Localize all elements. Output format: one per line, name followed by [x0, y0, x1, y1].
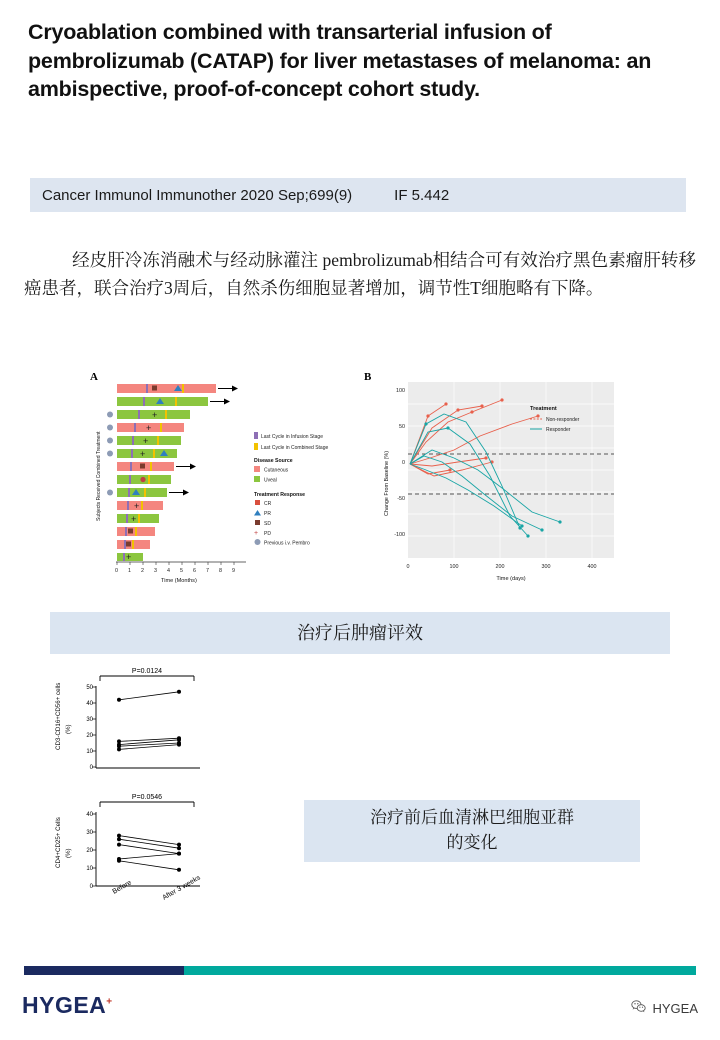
brand-logo-mark: +: [106, 996, 113, 1008]
journal-citation: Cancer Immunol Immunother 2020 Sep;699(9): [42, 186, 353, 204]
svg-text:10: 10: [86, 866, 93, 872]
svg-text:200: 200: [495, 564, 505, 570]
svg-text:Disease Source: Disease Source: [254, 458, 293, 464]
svg-text:+: +: [140, 449, 146, 459]
figure-bottom: [44, 662, 294, 922]
svg-text:3: 3: [154, 568, 157, 574]
caption-lymphocyte: [304, 800, 640, 862]
panel-c-bottom-ylabel-2: (%): [65, 848, 72, 858]
panel-a-ylabel: Subjects Received Combined Treatment: [96, 431, 102, 521]
svg-text:300: 300: [541, 564, 551, 570]
abstract-text: [24, 246, 696, 303]
wechat-handle: [631, 1000, 698, 1016]
svg-text:PR: PR: [264, 511, 271, 517]
panel-b-legend-title: Treatment: [530, 406, 557, 412]
svg-text:40: 40: [86, 812, 93, 818]
svg-text:+: +: [146, 423, 152, 433]
svg-text:0: 0: [402, 460, 405, 466]
abstract-body: 经皮肝冷冻消融术与经动脉灌注 pembrolizumab相结合可有效治疗黑色素瘤肝转移癌患者，联合治疗3周后，自然杀伤细胞显著增加，调节性T细胞略有下降。: [24, 250, 696, 299]
panel-b-svg: [362, 366, 634, 600]
panel-a-xlabel: Time (Months): [161, 578, 197, 584]
svg-text:+: +: [126, 552, 132, 562]
svg-text:6: 6: [193, 568, 196, 574]
svg-text:1: 1: [128, 568, 131, 574]
caption-lymphocyte-line2: 的变化: [446, 833, 498, 852]
svg-text:30: 30: [86, 830, 93, 836]
panel-b-letter: B: [364, 371, 372, 383]
svg-text:20: 20: [86, 848, 93, 854]
impact-factor: IF 5.442: [394, 186, 450, 204]
brand-logo: [22, 992, 113, 1019]
panel-c-bottom: [55, 794, 202, 902]
panel-c-xtick-before: Before: [111, 879, 133, 896]
wechat-icon: [631, 1000, 646, 1016]
panel-a-svg: [86, 366, 358, 600]
panel-b-ylabel: Change From Baseline (%): [384, 450, 390, 516]
figure-top: [86, 366, 634, 600]
pvalue-top: P=0.0124: [131, 668, 163, 675]
brand-logo-text: HYGEA: [22, 992, 107, 1018]
svg-text:50: 50: [399, 424, 405, 430]
panel-c-top-ylabel-2: (%): [65, 724, 72, 734]
pvalue-bottom: P=0.0546: [131, 794, 163, 801]
figure-panel-a: [86, 366, 358, 600]
svg-text:Cutaneous: Cutaneous: [264, 467, 289, 474]
svg-text:Last Cycle in Infusion Stage: Last Cycle in Infusion Stage: [261, 434, 323, 440]
footer-rule: [24, 966, 696, 975]
wechat-label: HYGEA: [652, 1000, 698, 1016]
svg-text:Treatment Response: Treatment Response: [254, 492, 306, 498]
panel-c-top-pairs: [119, 692, 179, 750]
svg-text:+: +: [254, 530, 259, 537]
svg-text:Non-responder: Non-responder: [546, 417, 580, 423]
svg-text:0: 0: [89, 765, 93, 771]
panel-c-xtick-after: After 3 weeks: [161, 874, 202, 902]
svg-text:8: 8: [219, 568, 222, 574]
panel-b-xlabel: Time (days): [496, 576, 526, 582]
svg-text:10: 10: [86, 749, 93, 755]
svg-text:PD: PD: [264, 531, 271, 537]
svg-text:Uveal: Uveal: [264, 477, 277, 484]
svg-text:Responder: Responder: [546, 427, 571, 433]
svg-text:9: 9: [232, 568, 235, 574]
figure-panel-b: [362, 366, 634, 600]
svg-text:CR: CR: [264, 501, 272, 507]
panel-c-svg: [44, 662, 294, 922]
svg-text:7: 7: [206, 568, 209, 574]
caption-tumor-response: 治疗后肿瘤评效: [50, 612, 670, 654]
svg-text:SD: SD: [264, 521, 271, 527]
svg-text:2: 2: [141, 568, 144, 574]
svg-text:0: 0: [89, 884, 93, 890]
svg-text:30: 30: [86, 717, 93, 723]
journal-bar: [30, 178, 686, 212]
svg-text:5: 5: [180, 568, 183, 574]
svg-text:40: 40: [86, 701, 93, 707]
page-title: Cryoablation combined with transarterial infusion of pembrolizumab (CATAP) for liver metastases of melanoma: an ambispective, proof-of-concept cohort study.: [28, 20, 652, 102]
footer-rule-left: [24, 966, 184, 975]
panel-a-legend: [254, 432, 328, 547]
footer: [0, 990, 720, 1040]
svg-text:0: 0: [115, 568, 118, 574]
panel-c-top: [55, 668, 200, 771]
svg-text:+: +: [152, 410, 158, 420]
panel-a-bars: [107, 384, 238, 562]
svg-text:+: +: [134, 501, 140, 511]
panel-c-bottom-pairs: [119, 836, 179, 870]
caption-lymphocyte-line1: 治疗前后血清淋巴细胞亚群: [370, 808, 574, 828]
panel-c-bottom-ylabel-1: CD4+CD25+ Cells: [55, 817, 62, 868]
svg-text:50: 50: [86, 685, 93, 691]
svg-text:Previous i.v. Pembro: Previous i.v. Pembro: [264, 540, 310, 547]
panel-c-top-ylabel-1: CD3-CD16+CD56+ cells: [55, 682, 62, 750]
svg-text:100: 100: [449, 564, 459, 570]
svg-text:400: 400: [587, 564, 597, 570]
svg-text:-50: -50: [397, 496, 405, 502]
svg-text:Last Cycle in Combined Stage: Last Cycle in Combined Stage: [261, 445, 329, 451]
svg-text:20: 20: [86, 733, 93, 739]
svg-text:0: 0: [406, 564, 410, 570]
svg-text:100: 100: [396, 388, 405, 394]
svg-text:4: 4: [167, 568, 170, 574]
svg-text:+: +: [131, 514, 137, 524]
wechat-glyph: [631, 1000, 646, 1013]
panel-a-letter: A: [90, 371, 98, 383]
svg-text:-100: -100: [394, 532, 405, 538]
footer-rule-right: [184, 966, 696, 975]
svg-text:+: +: [143, 436, 149, 446]
